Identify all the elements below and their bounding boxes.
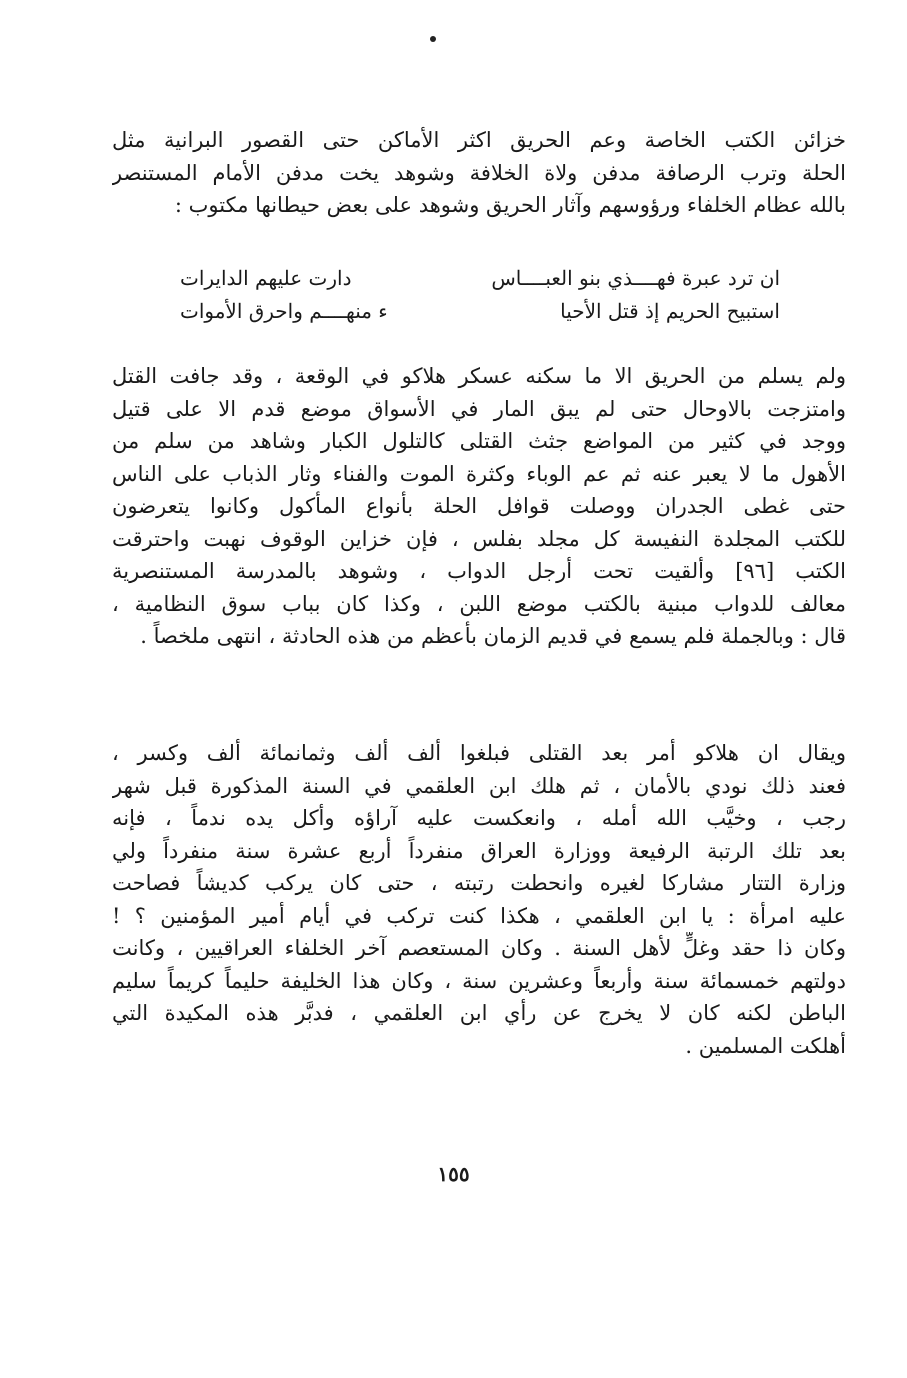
paragraph-3-line: رجب ، وخيَّب الله أمله ، وانعكست عليه آراؤه وأكل يده ندماً ، فإنه <box>112 806 846 830</box>
paragraph-3-line: وكان ذا حقد وغلٍّ لأهل السنة . وكان المستعصم آخر الخلفاء العراقيين ، وكانت <box>112 936 846 960</box>
paragraph-2-line: معالف للدواب مبنية بالكتب موضع اللبن ، وكذا كان بباب سوق النظامية ، <box>112 591 846 616</box>
paragraph-2-line: الأهول ما لا يعبر عنه ثم عم الوباء وكثرة الموت والفناء وثار الذباب على الناس <box>112 461 846 486</box>
paragraph-2-line: ولم يسلم من الحريق الا ما سكنه عسكر هلاكو في الوقعة ، وقد جافت القتل <box>112 364 846 388</box>
top-dot-mark <box>430 36 436 42</box>
paragraph-3 <box>112 737 846 1062</box>
paragraph-1 <box>112 124 846 222</box>
paragraph-3-line: ويقال ان هلاكو أمر بعد القتلى فبلغوا ألف ألف وثمانمائة ألف وكسر ، <box>112 741 846 765</box>
paragraph-2 <box>112 360 846 653</box>
poem-verses <box>180 262 780 328</box>
paragraph-3-line: عليه امرأة : يا ابن العلقمي ، هكذا كنت تركب في أيام أمير المؤمنين ؟ ! <box>112 903 846 928</box>
page-number: ١٥٥ <box>437 1162 470 1186</box>
paragraph-3-line: دولتهم خمسمائة سنة وأربعاً وعشرين سنة ، وكان هذا الخليفة حليماً كريماً سليم <box>112 968 846 993</box>
paragraph-3-line: الباطن لكنه كان لا يخرج عن رأي ابن العلقمي ، فدبَّر هذه المكيدة التي <box>112 1001 846 1025</box>
paragraph-2-line: حتى غطى الجدران ووصلت قوافل الحلة بأنواع المأكول وكانوا يتعرضون <box>112 494 846 518</box>
paragraph-2-line: وامتزجت بالاوحال حتى لم يبق المار في الأسواق موضع قدم الا على قتيل <box>112 396 846 421</box>
paragraph-3-line: وزارة التتار مشاركا لغيره وانحطت رتبته ، حتى كان يركب كديشاً فصاحت <box>112 871 846 895</box>
paragraph-2-line: الكتب [٩٦] وألقيت تحت أرجل الدواب ، وشوهد بالمدرسة المستنصرية <box>112 559 846 583</box>
verse-second-hemistich: ء منهــــم واحرق الأموات <box>180 299 388 323</box>
poem-verse <box>180 295 780 328</box>
paragraph-2-line: للكتب المجلدة النفيسة كل مجلد بفلس ، فإن خزاين الوقوف نهبت واحترقت <box>112 526 846 551</box>
paragraph-1-line: بالله عظام الخلفاء ورؤوسهم وآثار الحريق وشوهد على بعض حيطانها مكتوب : <box>174 193 846 217</box>
paragraph-2-line: ووجد في كثير من المواضع جثث القتلى كالتلول الكبار وشاهد من سلم من <box>112 429 846 453</box>
verse-second-hemistich: دارت عليهم الدايرات <box>180 266 352 290</box>
paragraph-3-line: أهلكت المسلمين . <box>685 1033 846 1058</box>
paragraph-3-line: بعد تلك الرتبة الرفيعة ووزارة العراق منفرداً أربع عشرة سنة منفرداً ولي <box>112 838 846 863</box>
paragraph-2-line: قال : وبالجملة فلم يسمع في قديم الزمان بأعظم من هذه الحادثة ، انتهى ملخصاً . <box>140 624 846 648</box>
paragraph-1-line: الحلة وترب الرصافة مدفن ولاة الخلافة وشوهد يخت مدفن الأمام المستنصر <box>112 160 846 185</box>
verse-first-hemistich: استبيح الحريم إذ قتل الأحيا <box>560 299 780 323</box>
verse-first-hemistich: ان ترد عبرة فهــــذي بنو العبــــاس <box>491 266 780 290</box>
poem-verse <box>180 262 780 295</box>
paragraph-3-line: فعند ذلك نودي بالأمان ، ثم هلك ابن العلقمي في السنة المذكورة قبل شهر <box>112 773 846 798</box>
paragraph-1-line: خزائن الكتب الخاصة وعم الحريق اكثر الأماكن حتى القصور البرانية مثل <box>112 128 846 152</box>
